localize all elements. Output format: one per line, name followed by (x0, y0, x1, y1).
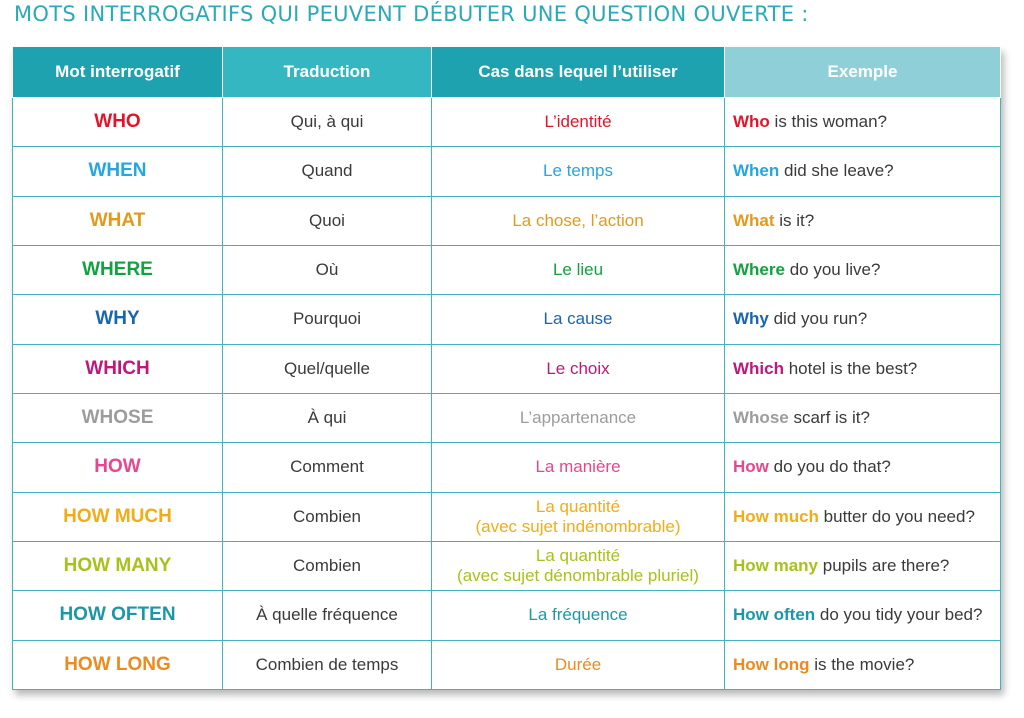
translation-cell: À quelle fréquence (223, 591, 432, 640)
translation-cell: Quoi (223, 196, 432, 245)
interrogative-word: HOW MUCH (13, 492, 223, 541)
example-cell (725, 147, 1001, 196)
usage-case-text: L’identité (544, 112, 612, 132)
interrogative-word: WHICH (13, 344, 223, 393)
table-header-row (13, 47, 1001, 98)
example-keyword: How long (733, 654, 810, 674)
translation-cell: Combien (223, 492, 432, 541)
example-rest: is it? (774, 210, 815, 230)
example-cell (725, 640, 1001, 689)
header-exemple: Exemple (725, 47, 1001, 98)
example-rest: do you live? (784, 260, 881, 280)
table-row (13, 393, 1001, 442)
usage-case-detail: (avec sujet indénombrable) (475, 516, 681, 536)
translation-cell: Pourquoi (223, 295, 432, 344)
example-rest: did you run? (768, 309, 868, 329)
example-rest: do you tidy your bed? (815, 605, 983, 625)
example-keyword: Which (733, 358, 784, 378)
header-traduction: Traduction (223, 47, 432, 98)
usage-case-cell (432, 541, 725, 590)
interrogative-word: WHY (13, 295, 223, 344)
example-keyword: Whose (733, 408, 789, 428)
translation-cell: À qui (223, 393, 432, 442)
usage-case-text: La manière (535, 457, 621, 477)
translation-cell: Quand (223, 147, 432, 196)
usage-case-text: Durée (554, 654, 602, 674)
usage-case-cell (432, 147, 725, 196)
example-cell (725, 443, 1001, 492)
usage-case-text: La cause (543, 309, 613, 329)
interrogative-word: WHOSE (13, 393, 223, 442)
example-rest: butter do you need? (818, 506, 975, 526)
table-body (13, 98, 1001, 690)
usage-case-cell (432, 393, 725, 442)
translation-cell: Où (223, 245, 432, 294)
interrogative-word: HOW LONG (13, 640, 223, 689)
interrogative-word: WHEN (13, 147, 223, 196)
example-cell (725, 393, 1001, 442)
usage-case-cell (432, 344, 725, 393)
table-row (13, 541, 1001, 590)
example-rest: did she leave? (779, 161, 894, 181)
example-rest: do you do that? (768, 457, 891, 477)
usage-case-text: Le choix (546, 358, 610, 378)
interrogative-word: HOW (13, 443, 223, 492)
example-cell (725, 196, 1001, 245)
example-cell (725, 245, 1001, 294)
usage-case-cell (432, 98, 725, 147)
table-row (13, 640, 1001, 689)
table-row (13, 295, 1001, 344)
interrogative-word: WHAT (13, 196, 223, 245)
usage-case-text: La quantité (535, 546, 621, 566)
usage-case-cell (432, 295, 725, 344)
translation-cell: Comment (223, 443, 432, 492)
interrogative-word: WHO (13, 98, 223, 147)
table-row (13, 147, 1001, 196)
interrogative-word: WHERE (13, 245, 223, 294)
example-keyword: How many (733, 556, 819, 576)
example-keyword: Where (733, 260, 785, 280)
table-row (13, 492, 1001, 541)
usage-case-text: L’appartenance (519, 408, 637, 428)
usage-case-cell (432, 443, 725, 492)
translation-cell: Qui, à qui (223, 98, 432, 147)
example-cell (725, 591, 1001, 640)
header-mot-interrogatif: Mot interrogatif (13, 47, 223, 98)
interrogatives-table-container (12, 47, 1001, 690)
usage-case-text: La fréquence (528, 605, 628, 625)
usage-case-cell (432, 591, 725, 640)
example-keyword: Why (733, 309, 769, 329)
example-cell (725, 541, 1001, 590)
usage-case-cell (432, 196, 725, 245)
interrogative-word: HOW OFTEN (13, 591, 223, 640)
usage-case-cell (432, 492, 725, 541)
table-row (13, 98, 1001, 147)
example-rest: hotel is the best? (784, 358, 918, 378)
interrogatives-table (12, 47, 1001, 690)
header-cas: Cas dans lequel l’utiliser (432, 47, 725, 98)
usage-case-text: La quantité (535, 496, 621, 516)
table-row (13, 245, 1001, 294)
interrogative-word: HOW MANY (13, 541, 223, 590)
example-keyword: Who (733, 112, 770, 132)
example-cell (725, 344, 1001, 393)
example-cell (725, 295, 1001, 344)
translation-cell: Combien (223, 541, 432, 590)
example-cell (725, 98, 1001, 147)
example-keyword: When (733, 161, 780, 181)
usage-case-text: Le temps (543, 161, 613, 181)
example-keyword: How much (733, 506, 819, 526)
table-row (13, 344, 1001, 393)
usage-case-text: La chose, l’action (512, 210, 644, 230)
usage-case-text: Le lieu (552, 260, 604, 280)
translation-cell: Combien de temps (223, 640, 432, 689)
example-rest: is the movie? (809, 654, 915, 674)
page-title: MOTS INTERROGATIFS QUI PEUVENT DÉBUTER UNE QUESTION OUVERTE : (14, 2, 809, 26)
usage-case-cell (432, 245, 725, 294)
table-row (13, 196, 1001, 245)
example-keyword: How (733, 457, 769, 477)
translation-cell: Quel/quelle (223, 344, 432, 393)
example-keyword: What (733, 210, 775, 230)
example-rest: scarf is it? (788, 408, 870, 428)
usage-case-cell (432, 640, 725, 689)
usage-case-detail: (avec sujet dénombrable pluriel) (457, 566, 699, 586)
example-rest: pupils are there? (818, 556, 950, 576)
example-keyword: How often (733, 605, 816, 625)
table-row (13, 591, 1001, 640)
table-row (13, 443, 1001, 492)
example-rest: is this woman? (769, 112, 887, 132)
example-cell (725, 492, 1001, 541)
